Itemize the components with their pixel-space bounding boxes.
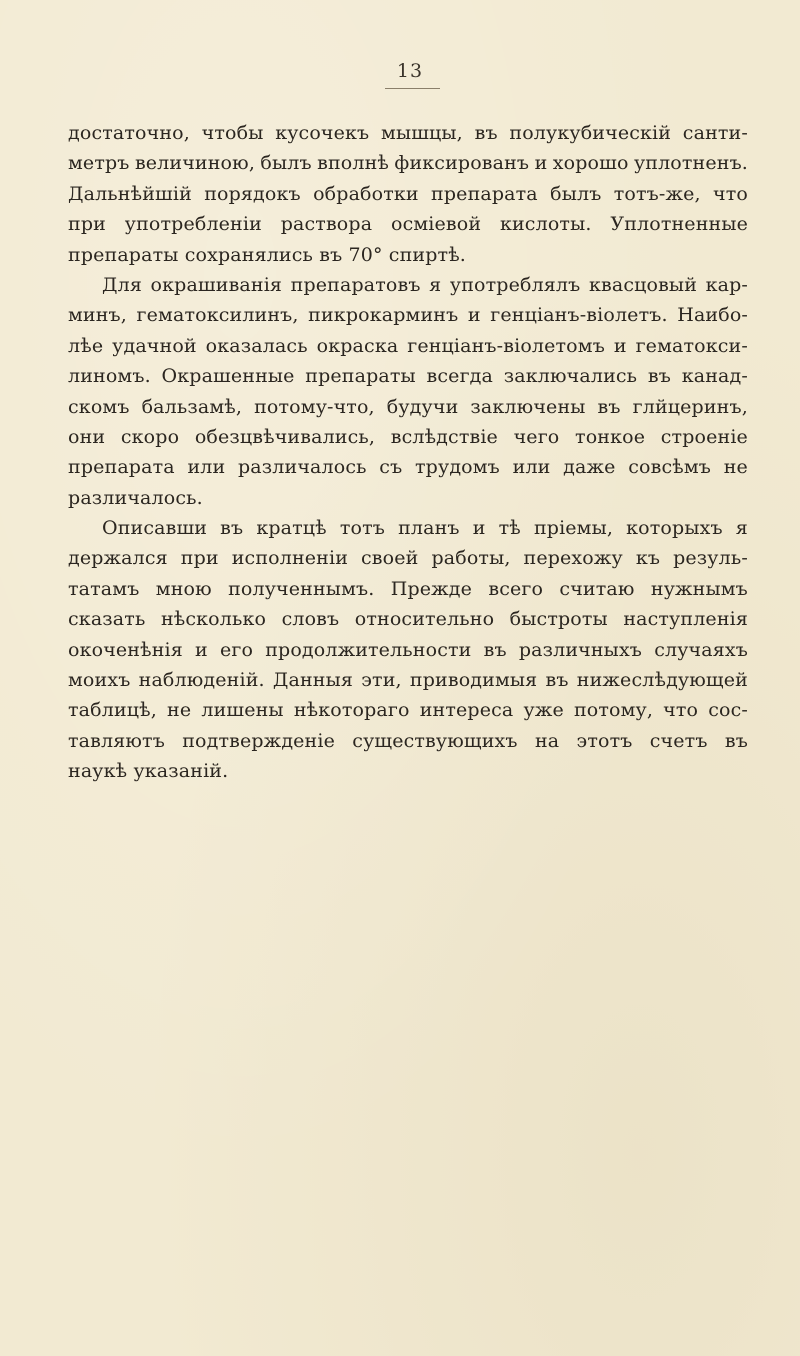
text-line: препараты сохранялись въ 70° спиртѣ. (68, 243, 466, 266)
text-line: таблицѣ, не лишены нѣкотораго интереса уже потому, что сос- (68, 699, 748, 722)
text-line: татамъ мною полученнымъ. Прежде всего считаю нужнымъ (68, 577, 748, 600)
text-line: наукѣ указаній. (68, 760, 229, 783)
text-line: метръ величиною, былъ вполнѣ фиксированъ и хорошо уплотненъ. (68, 152, 748, 175)
text-line: при употребленіи раствора осміевой кислоты. Уплотненные (68, 213, 748, 236)
text-line: окоченѣнія и его продолжительности въ различныхъ случаяхъ (68, 638, 748, 661)
text-line: моихъ наблюденій. Данныя эти, приводимыя въ нижеслѣдующей (68, 669, 748, 692)
text-line: достаточно, чтобы кусочекъ мышцы, въ полукубическій санти- (68, 122, 748, 144)
text-line: они скоро обезцвѣчивались, вслѣдствіе чего тонкое строеніе (68, 425, 748, 448)
text-line: линомъ. Окрашенные препараты всегда заключались въ канад- (68, 365, 748, 388)
text-line: лѣе удачной оказалась окраска генціанъ-віолетомъ и гематокси- (68, 334, 748, 357)
text-line: минъ, гематоксилинъ, пикрокарминъ и генціанъ-віолетъ. Наибо- (68, 304, 748, 327)
text-line: различалось. (68, 486, 203, 509)
text-line: скомъ бальзамѣ, потому-что, будучи заключены въ глйцеринъ, (68, 395, 748, 418)
text-line: держался при исполненіи своей работы, перехожу къ резуль- (68, 547, 748, 570)
text-line: тавляютъ подтвержденіе существующихъ на этотъ счетъ въ (68, 729, 748, 752)
text-line: Описавши въ кратцѣ тотъ планъ и тѣ пріемы, которыхъ я (102, 517, 748, 540)
body-text (68, 118, 748, 787)
page-number-rule (385, 88, 440, 89)
text-line: сказать нѣсколько словъ относительно быстроты наступленія (68, 608, 748, 631)
text-line: препарата или различалось съ трудомъ или даже совсѣмъ не (68, 456, 748, 479)
text-line: Дальнѣйшій порядокъ обработки препарата былъ тотъ-же, что (68, 182, 748, 205)
page-number: 13 (396, 60, 424, 82)
text-line: Для окрашиванія препаратовъ я употреблялъ квасцовый кар- (102, 273, 748, 296)
